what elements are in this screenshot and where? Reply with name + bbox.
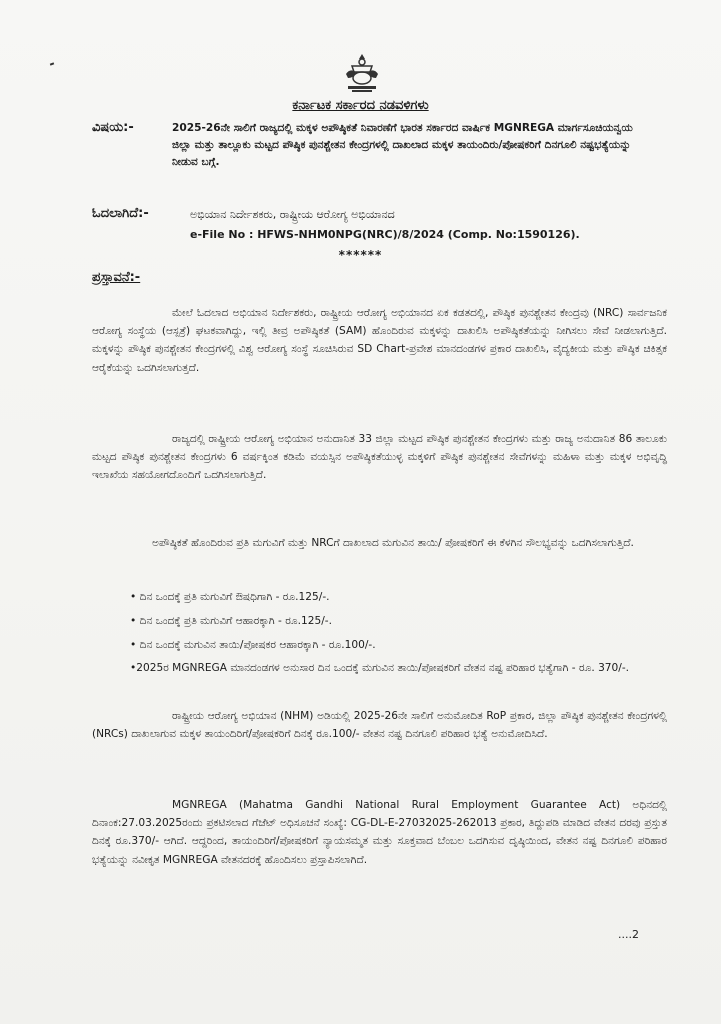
paragraph-1: ಮೇಲೆ ಓದಲಾದ ಅಭಿಯಾನ ನಿರ್ದೇಶಕರು, ರಾಷ್ಟ್ರೀಯ ಆರೋಗ್ಯ ಅಭಿಯಾನದ ಏಕ ಕಡತದಲ್ಲಿ, ಪೌಷ್ಠಿಕ ಪುನಶ್ಚೇತನ ಕೇಂದ್ರವು (NRC) ಸಾರ್ವಜನಿಕ ಆರೋಗ್ಯ ಸಂಸ್ಥೆಯ (ಆಸ್ಪತ್ರೆ) ಘಟಕವಾಗಿದ್ದು, ಇಲ್ಲಿ ತೀವ್ರ ಅಪೌಷ್ಠಿಕತೆ (SAM) ಹೊಂದಿರುವ ಮಕ್ಕಳನ್ನು ದಾಖಲಿಸಿ ಅಪೌಷ್ಠಿಕತೆಯನ್ನು ನೀಗಿಸಲು ಸೇವೆ ನೀಡಲಾಗುತ್ತಿದೆ. ಮಕ್ಕಳನ್ನು ಪೌಷ್ಠಿಕ ಪುನಶ್ಚೇತನ ಕೇಂದ್ರಗಳಲ್ಲಿ ವಿಶ್ವ ಆರೋಗ್ಯ ಸಂಸ್ಥೆ ಸೂಚಿಸಿರುವ SD Chart-ಪ್ರವೇಶ ಮಾನದಂಡಗಳ ಪ್ರಕಾರ ದಾಖಲಿಸಿ, ವೈದ್ಯಕೀಯ ಮತ್ತು ಪೌಷ್ಠಿಕ ಚಿಕಿತ್ಸಕ ಆರೈಕೆಯನ್ನು ಒದಗಿಸಲಾಗುತ್ತದೆ. [92, 307, 667, 374]
scan-mark [50, 62, 54, 65]
subject-text: 2025-26ನೇ ಸಾಲಿಗೆ ರಾಜ್ಯದಲ್ಲಿ ಮಕ್ಕಳ ಅಪೌಷ್ಠಿಕತೆ ನಿವಾರಣೆಗೆ ಭಾರತ ಸರ್ಕಾರದ ವಾರ್ಷಿಕ MGNREGA ಮಾರ್ಗಸೂಚಿಯನ್ವಯ ಜಿಲ್ಲಾ ಮತ್ತು ತಾಲ್ಲೂಕು ಮಟ್ಟದ ಪೌಷ್ಠಿಕ ಪುನಶ್ಚೇತನ ಕೇಂದ್ರಗಳಲ್ಲಿ ದಾಖಲಾದ ಮಕ್ಕಳ ತಾಯಂದಿರು/ಪೋಷಕರಿಗೆ ದಿನಗೂಲಿ ನಷ್ಟಭತ್ಯೆಯನ್ನು ನೀಡುವ ಬಗ್ಗೆ. [172, 122, 633, 168]
benefits-list [130, 585, 667, 678]
list-item: •2025ರ MGNREGA ಮಾನದಂಡಗಳ ಅನುಸಾರ ದಿನ ಒಂದಕ್ಕೆ ಮಗುವಿನ ತಾಯಿ/ಪೋಷಕರಿಗೆ ವೇತನ ನಷ್ಟ ಪರಿಹಾರ ಭತ್ಯೆಗಾಗಿ - ರೂ. 370/-. [130, 662, 630, 674]
reference-text: ಅಭಿಯಾನ ನಿರ್ದೇಶಕರು, ರಾಷ್ಟ್ರೀಯ ಆರೋಗ್ಯ ಅಭಿಯಾನದ [190, 208, 395, 221]
list-item: • ದಿನ ಒಂದಕ್ಕೆ ಮಗುವಿನ ತಾಯಿ/ಪೋಷಕರ ಆಹಾರಕ್ಕಾಗಿ - ರೂ.100/-. [130, 639, 376, 651]
page-number: ....2 [618, 928, 639, 941]
list-item: • ದಿನ ಒಂದಕ್ಕೆ ಪ್ರತಿ ಮಗುವಿಗೆ ಆಹಾರಕ್ಕಾಗಿ - ರೂ.125/-. [130, 615, 332, 627]
paragraph-3: ಅಪೌಷ್ಠಿಕತೆ ಹೊಂದಿರುವ ಪ್ರತಿ ಮಗುವಿಗೆ ಮತ್ತು NRCಗೆ ದಾಖಲಾದ ಮಗುವಿನ ತಾಯಿ/ ಪೋಷಕರಿಗೆ ಈ ಕೆಳಗಿನ ಸೌಲಭ್ಯವನ್ನು ಒದಗಿಸಲಾಗುತ್ತಿದೆ. [152, 537, 634, 549]
separator: ****** [338, 248, 383, 262]
subject-label: ವಿಷಯ:- [92, 120, 134, 135]
reference-label: ಓದಲಾಗಿದೆ:- [92, 206, 149, 221]
paragraph-5: MGNREGA (Mahatma Gandhi National Rural Employment Guarantee Act) ಅಧಿನದಲ್ಲಿ ದಿನಾಂಕ:27.03.2025ರಂದು ಪ್ರಕಟಿಸಲಾದ ಗೆಜೆಟ್ ಅಧಿಸೂಚನೆ ಸಂಖ್ಯೆ: CG-DL-E-27032025-262013 ಪ್ರಕಾರ, ತಿದ್ದುಪಡಿ ಮಾಡಿದ ವೇತನ ದರವು ಪ್ರಸ್ತುತ ದಿನಕ್ಕೆ ರೂ.370/- ಆಗಿದೆ. ಆದ್ದರಿಂದ, ತಾಯಂದಿರಿಗೆ/ಪೋಷಕರಿಗೆ ನ್ಯಾಯಸಮ್ಮತ ಮತ್ತು ಸೂಕ್ತವಾದ ಬೆಂಬಲ ಒದಗಿಸುವ ದೃಷ್ಠಿಯಿಂದ, ವೇತನ ನಷ್ಟ ದಿನಗೂಲಿ ಪರಿಹಾರ ಭತ್ಯೆಯನ್ನು ನವೀಕೃತ MGNREGA ವೇತನದರಕ್ಕೆ ಹೊಂದಿಸಲು ಪ್ರಸ್ತಾಪಿಸಲಾಗಿದೆ. [92, 799, 667, 866]
list-item: • ದಿನ ಒಂದಕ್ಕೆ ಪ್ರತಿ ಮಗುವಿಗೆ ಔಷಧಿಗಾಗಿ - ರೂ.125/-. [130, 591, 330, 603]
paragraph-4: ರಾಷ್ಟ್ರೀಯ ಆರೋಗ್ಯ ಅಭಿಯಾನ (NHM) ಅಡಿಯಲ್ಲಿ 2025-26ನೇ ಸಾಲಿಗೆ ಅನುಮೋದಿತ RoP ಪ್ರಕಾರ, ಜಿಲ್ಲಾ ಪೌಷ್ಠಿಕ ಪುನಶ್ಚೇತನ ಕೇಂದ್ರಗಳಲ್ಲಿ (NRCs) ದಾಖಲಾಗುವ ಮಕ್ಕಳ ತಾಯಂದಿರಿಗೆ/ಪೋಷಕರಿಗೆ ದಿನಕ್ಕೆ ರೂ.100/- ವೇತನ ನಷ್ಟ ದಿನಗೂಲಿ ಪರಿಹಾರ ಭತ್ಯೆ ಅನುಮೋದಿಸಿದೆ. [92, 710, 667, 741]
government-heading: ಕರ್ನಾಟಕ ಸರ್ಕಾರದ ನಡವಳಿಗಳು [292, 98, 429, 113]
efile-number: e-File No : HFWS-NHM0NPG(NRC)/8/2024 (Comp. No:1590126). [190, 228, 580, 241]
karnataka-emblem-icon [338, 52, 386, 96]
paragraph-2: ರಾಜ್ಯದಲ್ಲಿ ರಾಷ್ಟ್ರೀಯ ಆರೋಗ್ಯ ಅಭಿಯಾನ ಅನುದಾನಿತ 33 ಜಿಲ್ಲಾ ಮಟ್ಟದ ಪೌಷ್ಠಿಕ ಪುನಶ್ಚೇತನ ಕೇಂದ್ರಗಳು ಮತ್ತು ರಾಜ್ಯ ಅನುದಾನಿತ 86 ತಾಲೂಕು ಮಟ್ಟದ ಪೌಷ್ಠಿಕ ಪುನಶ್ಚೇತನ ಕೇಂದ್ರಗಳು 6 ವರ್ಷಕ್ಕಿಂತ ಕಡಿಮೆ ವಯಸ್ಸಿನ ಅಪೌಷ್ಠಿಕತೆಯುಳ್ಳ ಮಕ್ಕಳಿಗೆ ಪೌಷ್ಠಿಕ ಪುನಶ್ಚೇತನ ಸೇವೆಗಳನ್ನು ಮಹಿಳಾ ಮತ್ತು ಮಕ್ಕಳ ಅಭಿವೃದ್ಧಿ ಇಲಾಖೆಯ ಸಹಯೋಗದೊಂದಿಗೆ ಒದಗಿಸಲಾಗುತ್ತಿದೆ. [92, 433, 667, 482]
preamble-heading: ಪ್ರಸ್ತಾವನೆ:- [92, 270, 141, 285]
